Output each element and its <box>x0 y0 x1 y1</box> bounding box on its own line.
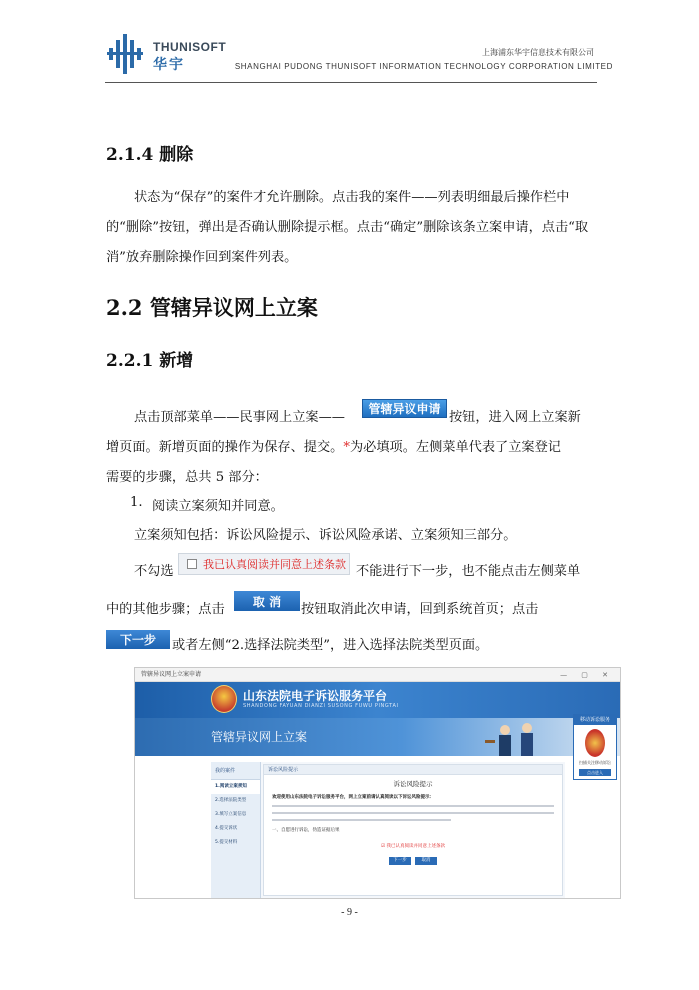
notice-line: 立案须知包括：诉讼风险提示、诉讼风险承诺、立案须知三部分。 <box>134 528 517 543</box>
site-title: 山东法院电子诉讼服务平台 <box>243 689 388 703</box>
badge-text: 扫描关注移动诉讼 <box>579 760 611 765</box>
company-name-cn: 上海浦东华宇信息技术有限公司 <box>482 48 594 57</box>
logo-english: THUNISOFT <box>153 40 227 54</box>
hero-figures-icon <box>475 720 555 756</box>
unchecked-prefix: 不勾选 <box>134 564 174 579</box>
company-name-en: SHANGHAI PUDONG THUNISOFT INFORMATION TECHNOLOGY CORPORATION LIMITED <box>234 62 613 71</box>
text-line-3: 需要的步骤，总共 5 部分： <box>106 470 268 485</box>
embedded-screenshot <box>134 667 621 899</box>
content-lead: 欢迎使用山东法院电子诉讼服务平台，网上立案前请认真阅读以下诉讼风险提示： <box>272 795 434 800</box>
list-number-1: 1. <box>130 495 143 510</box>
nav-step-3[interactable]: 3.填写立案信息 <box>215 812 247 817</box>
text-placeholder-line <box>272 812 554 814</box>
content-title: 诉讼风险提示 <box>393 780 433 788</box>
required-star: * <box>343 440 350 455</box>
nav-step-2[interactable]: 2.选择法院类型 <box>215 798 247 803</box>
text-placeholder-line <box>272 805 554 807</box>
content-item: 一、自愿进行诉讼，伪造证据后果 <box>272 828 340 833</box>
heading-2-1-4: 2.1.4 删除 <box>106 145 194 165</box>
agree-checkbox-label: 我已认真阅读并同意上述条款 <box>203 558 346 571</box>
window-titlebar <box>135 668 620 682</box>
seal-icon <box>585 729 605 757</box>
left-step-nav <box>211 762 261 898</box>
text-line-1a: 点击顶部菜单——民事网上立案—— <box>134 410 345 425</box>
badge-head: 移动诉讼服务 <box>574 715 616 725</box>
hero-title: 管辖异议网上立案 <box>211 730 308 744</box>
court-emblem-icon <box>211 685 237 713</box>
line-c-suffix: 或者左侧“2.选择法院类型”，进入选择法院类型页面。 <box>172 638 489 653</box>
heading-2-2: 2.2 管辖异议网上立案 <box>106 295 318 320</box>
text-line-2 <box>106 436 561 455</box>
panel-cancel-button[interactable]: 取消 <box>415 857 437 865</box>
paragraph-delete: 状态为“保存”的案件才允许删除。点击我的案件——列表明细最后操作栏中的“删除”按钮，弹出是否确认删除提示框。点击“确定”删除该条立案申请，点击“取消”放弃删除操作回到案件列表。 <box>106 190 589 265</box>
site-pinyin: SHANDONG FAYUAN DIANZI SUSONG FUWU PINGTAI <box>243 703 399 709</box>
nav-step-1[interactable]: 1.阅读立案须知 <box>211 780 260 794</box>
text-placeholder-line <box>272 819 451 821</box>
thunisoft-logo-icon <box>107 34 147 74</box>
cancel-button[interactable]: 取 消 <box>234 591 300 611</box>
agree-checkbox[interactable]: ☑ 我已认真阅读并同意上述条款 <box>381 844 445 849</box>
jurisdiction-objection-button[interactable]: 管辖异议申请 <box>362 399 447 418</box>
page-number: - 9 - <box>341 907 358 918</box>
agree-checkbox-image[interactable] <box>178 553 350 575</box>
window-controls[interactable]: — ▢ ✕ <box>560 671 614 679</box>
panel-next-button[interactable]: 下一步 <box>389 857 411 865</box>
next-step-button[interactable]: 下一步 <box>106 630 170 649</box>
panel-buttons <box>264 857 562 865</box>
content-tab[interactable]: 诉讼风险提示 <box>264 765 562 775</box>
text-line-1b: 按钮，进入网上立案新 <box>449 410 581 425</box>
agree-checkbox-text: 我已认真阅读并同意上述条款 <box>386 844 445 849</box>
unchecked-suffix: 不能进行下一步，也不能点击左侧菜单 <box>356 564 581 579</box>
nav-step-5[interactable]: 5.提交材料 <box>215 840 238 845</box>
window-title: 管辖异议网上立案申请 <box>141 671 202 678</box>
nav-header[interactable]: 我的案件 <box>211 762 260 780</box>
company-logo <box>107 34 227 74</box>
heading-2-2-1: 2.2.1 新增 <box>106 351 194 371</box>
nav-step-4[interactable]: 4.提交诉状 <box>215 826 238 831</box>
line-b-prefix: 中的其他步骤；点击 <box>106 602 225 617</box>
header-divider <box>105 82 597 83</box>
mobile-service-badge[interactable] <box>573 714 617 780</box>
risk-notice-panel <box>263 764 563 896</box>
badge-enter-button[interactable]: 点击进入 <box>579 769 611 776</box>
logo-chinese: 华宇 <box>153 57 185 73</box>
checkbox-icon[interactable] <box>187 559 197 569</box>
list-item-1: 阅读立案须知并同意。 <box>152 499 284 514</box>
text-line-2a: 增页面。新增页面的操作为保存、提交。 <box>106 440 344 455</box>
line-b-suffix: 按钮取消此次申请，回到系统首页；点击 <box>301 602 539 617</box>
text-line-2b: 为必填项。左侧菜单代表了立案登记 <box>349 440 561 455</box>
